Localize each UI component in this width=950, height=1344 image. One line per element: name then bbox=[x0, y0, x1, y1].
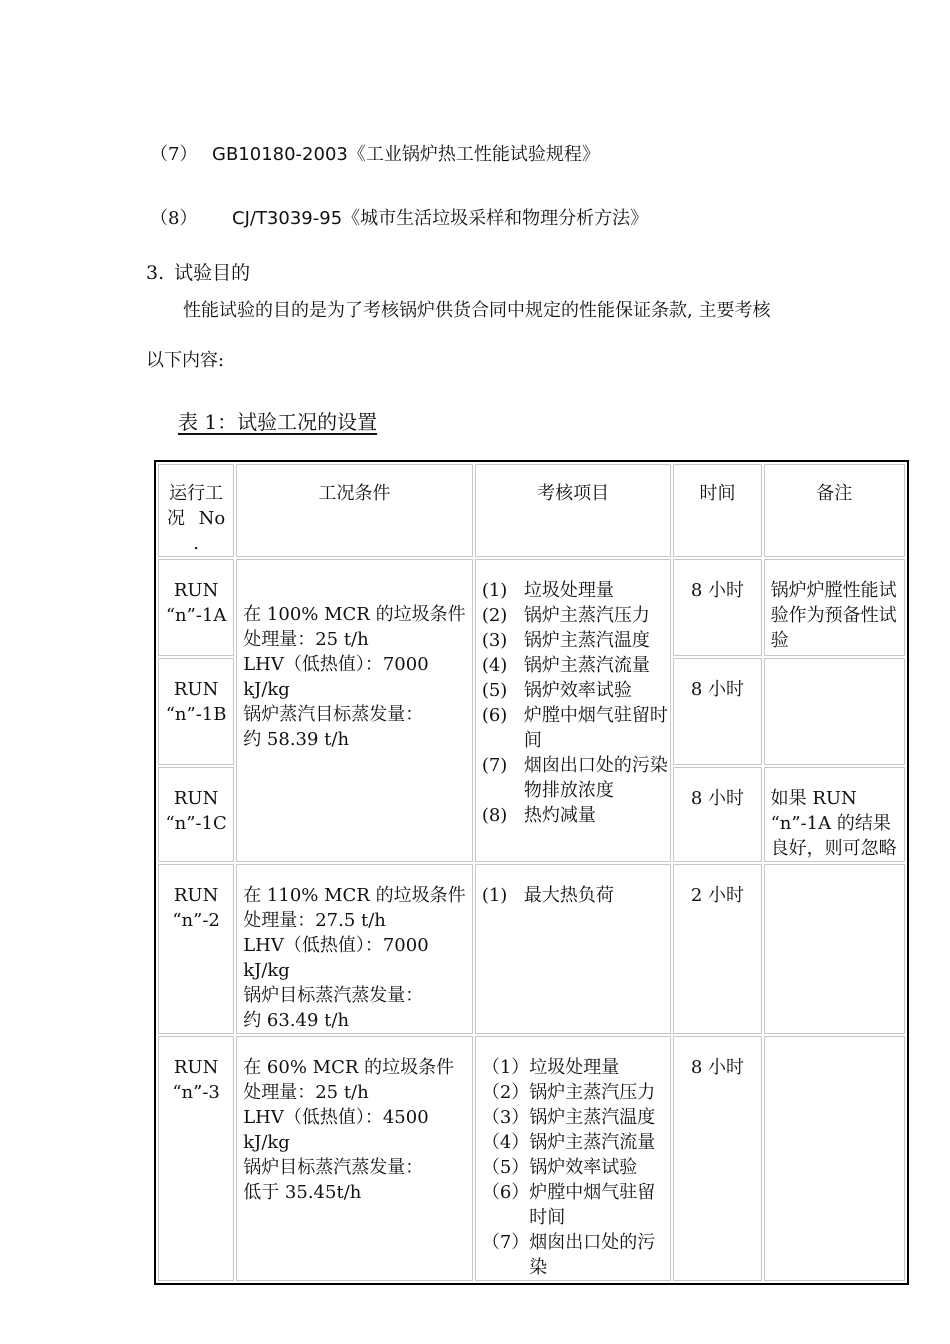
condition-line: 锅炉目标蒸汽蒸发量： bbox=[243, 985, 424, 1006]
list-item bbox=[482, 703, 669, 753]
item-number: （1） bbox=[481, 1057, 530, 1078]
reference-item-7 bbox=[150, 140, 600, 166]
condition-line: 锅炉蒸汽目标蒸发量： bbox=[243, 704, 424, 725]
run-label: RUN bbox=[173, 679, 219, 700]
run-id: “n”-1C bbox=[165, 813, 227, 834]
header-note: 备注 bbox=[764, 464, 905, 557]
list-item bbox=[482, 803, 669, 828]
section-number: 3. bbox=[146, 262, 165, 284]
item-number: （3） bbox=[481, 1107, 530, 1128]
paragraph-line-1: 性能试验的目的是为了考核锅炉供货合同中规定的性能保证条款, 主要考核 bbox=[183, 300, 771, 321]
item-number: (6) bbox=[481, 705, 508, 726]
run-cell bbox=[158, 864, 234, 1034]
item-number: （4） bbox=[481, 1132, 530, 1153]
condition-cell bbox=[236, 559, 473, 862]
item-number: （2） bbox=[481, 1082, 530, 1103]
item-number: (1) bbox=[481, 885, 508, 906]
item-number: (2) bbox=[481, 605, 508, 626]
item-text: 炉膛中烟气驻留时间 bbox=[523, 705, 668, 751]
list-item bbox=[482, 653, 669, 678]
note-cell: 如果 RUN “n”-1A 的结果良好，则可忽略 bbox=[764, 767, 905, 862]
section-title: 试验目的 bbox=[174, 262, 251, 284]
header-run-line3: . bbox=[193, 533, 199, 554]
run-label: RUN bbox=[173, 788, 219, 809]
list-item bbox=[482, 678, 669, 703]
header-time: 时间 bbox=[673, 464, 761, 557]
item-number: (4) bbox=[481, 655, 508, 676]
reference-text: GB10180-2003《工业锅炉热工性能试验规程》 bbox=[212, 144, 600, 165]
reference-text: CJ/T3039-95《城市生活垃圾采样和物理分析方法》 bbox=[232, 208, 649, 229]
item-text: 烟囱出口处的污染物排放浓度 bbox=[523, 755, 668, 801]
item-text: 锅炉主蒸汽压力 bbox=[523, 605, 650, 626]
condition-line: 约 63.49 t/h bbox=[243, 1010, 350, 1031]
items-cell bbox=[475, 559, 672, 862]
run-cell bbox=[158, 767, 234, 862]
item-text: 烟囱出口处的污染 bbox=[529, 1232, 656, 1278]
reference-number: （7） bbox=[150, 144, 198, 165]
condition-cell bbox=[236, 864, 473, 1034]
section-heading bbox=[146, 258, 250, 285]
header-run-line2b: No bbox=[198, 508, 226, 529]
test-conditions-table bbox=[154, 460, 909, 1285]
condition-line: 在 110% MCR 的垃圾条件 bbox=[243, 885, 466, 906]
item-number: (1) bbox=[481, 580, 508, 601]
header-run-no bbox=[158, 464, 234, 557]
item-number: （6） bbox=[481, 1182, 530, 1203]
table-row bbox=[158, 1036, 905, 1281]
condition-line: 处理量：25 t/h bbox=[243, 1082, 369, 1103]
condition-line: LHV（低热值）：4500 kJ/kg bbox=[243, 1107, 429, 1153]
time-cell: 8 小时 bbox=[673, 658, 761, 765]
condition-line: 锅炉目标蒸汽蒸发量： bbox=[243, 1157, 424, 1178]
list-item bbox=[482, 753, 669, 803]
item-text: 锅炉主蒸汽温度 bbox=[529, 1107, 656, 1128]
condition-cell bbox=[236, 1036, 473, 1281]
item-number: (5) bbox=[481, 680, 508, 701]
list-item bbox=[482, 578, 669, 603]
item-number: （7） bbox=[481, 1232, 530, 1253]
item-number: （5） bbox=[481, 1157, 530, 1178]
note-cell bbox=[764, 658, 905, 765]
item-text: 垃圾处理量 bbox=[529, 1057, 620, 1078]
table-caption: 表 1：试验工况的设置 bbox=[178, 410, 378, 434]
condition-line: 处理量：27.5 t/h bbox=[243, 910, 386, 931]
condition-line: 处理量：25 t/h bbox=[243, 629, 369, 650]
item-number: (3) bbox=[481, 630, 508, 651]
item-text: 最大热负荷 bbox=[523, 885, 614, 906]
reference-number: （8） bbox=[150, 208, 198, 229]
list-item bbox=[482, 603, 669, 628]
item-text: 锅炉主蒸汽压力 bbox=[529, 1082, 656, 1103]
run-cell bbox=[158, 1036, 234, 1281]
item-text: 热灼减量 bbox=[523, 805, 596, 826]
time-cell: 8 小时 bbox=[673, 767, 761, 862]
condition-line: LHV（低热值）：7000 kJ/kg bbox=[243, 654, 429, 700]
list-item bbox=[482, 1055, 669, 1080]
condition-line: 低于 35.45t/h bbox=[243, 1182, 362, 1203]
item-text: 炉膛中烟气驻留时间 bbox=[529, 1182, 656, 1228]
header-condition: 工况条件 bbox=[236, 464, 473, 557]
time-cell: 8 小时 bbox=[673, 559, 761, 656]
note-cell bbox=[764, 864, 905, 1034]
run-cell bbox=[158, 658, 234, 765]
list-item bbox=[482, 1080, 669, 1105]
table-header-row bbox=[158, 464, 905, 557]
condition-line: 在 60% MCR 的垃圾条件 bbox=[243, 1057, 455, 1078]
item-text: 锅炉主蒸汽流量 bbox=[523, 655, 650, 676]
item-number: (8) bbox=[481, 805, 508, 826]
item-number: (7) bbox=[481, 755, 508, 776]
condition-line: 在 100% MCR 的垃圾条件 bbox=[243, 604, 466, 625]
run-id: “n”-1B bbox=[165, 704, 227, 725]
item-text: 垃圾处理量 bbox=[523, 580, 614, 601]
item-text: 锅炉主蒸汽温度 bbox=[523, 630, 650, 651]
condition-line: 约 58.39 t/h bbox=[243, 729, 350, 750]
header-run-line2a: 况 bbox=[167, 508, 185, 529]
note-cell bbox=[764, 1036, 905, 1281]
list-item bbox=[482, 1230, 669, 1280]
list-item bbox=[482, 1155, 669, 1180]
item-text: 锅炉效率试验 bbox=[529, 1157, 638, 1178]
table-row bbox=[158, 864, 905, 1034]
run-cell bbox=[158, 559, 234, 656]
run-id: “n”-2 bbox=[172, 910, 220, 931]
condition-line: LHV（低热值）：7000 kJ/kg bbox=[243, 935, 429, 981]
table-row bbox=[158, 559, 905, 656]
run-label: RUN bbox=[173, 885, 219, 906]
list-item bbox=[482, 1105, 669, 1130]
header-items: 考核项目 bbox=[475, 464, 672, 557]
items-cell bbox=[475, 1036, 672, 1281]
time-cell: 8 小时 bbox=[673, 1036, 761, 1281]
item-text: 锅炉主蒸汽流量 bbox=[529, 1132, 656, 1153]
list-item bbox=[482, 628, 669, 653]
item-text: 锅炉效率试验 bbox=[523, 680, 632, 701]
list-item bbox=[482, 1180, 669, 1230]
list-item bbox=[482, 883, 669, 908]
items-cell bbox=[475, 864, 672, 1034]
note-cell: 锅炉炉膛性能试验作为预备性试验 bbox=[764, 559, 905, 656]
header-run-line1: 运行工 bbox=[169, 483, 224, 504]
run-id: “n”-1A bbox=[165, 605, 227, 626]
run-label: RUN bbox=[173, 580, 219, 601]
time-cell: 2 小时 bbox=[673, 864, 761, 1034]
header-run-line2 bbox=[159, 506, 233, 531]
run-label: RUN bbox=[173, 1057, 219, 1078]
paragraph-line-2: 以下内容: bbox=[146, 350, 225, 371]
reference-item-8 bbox=[150, 204, 648, 230]
list-item bbox=[482, 1130, 669, 1155]
run-id: “n”-3 bbox=[172, 1082, 220, 1103]
